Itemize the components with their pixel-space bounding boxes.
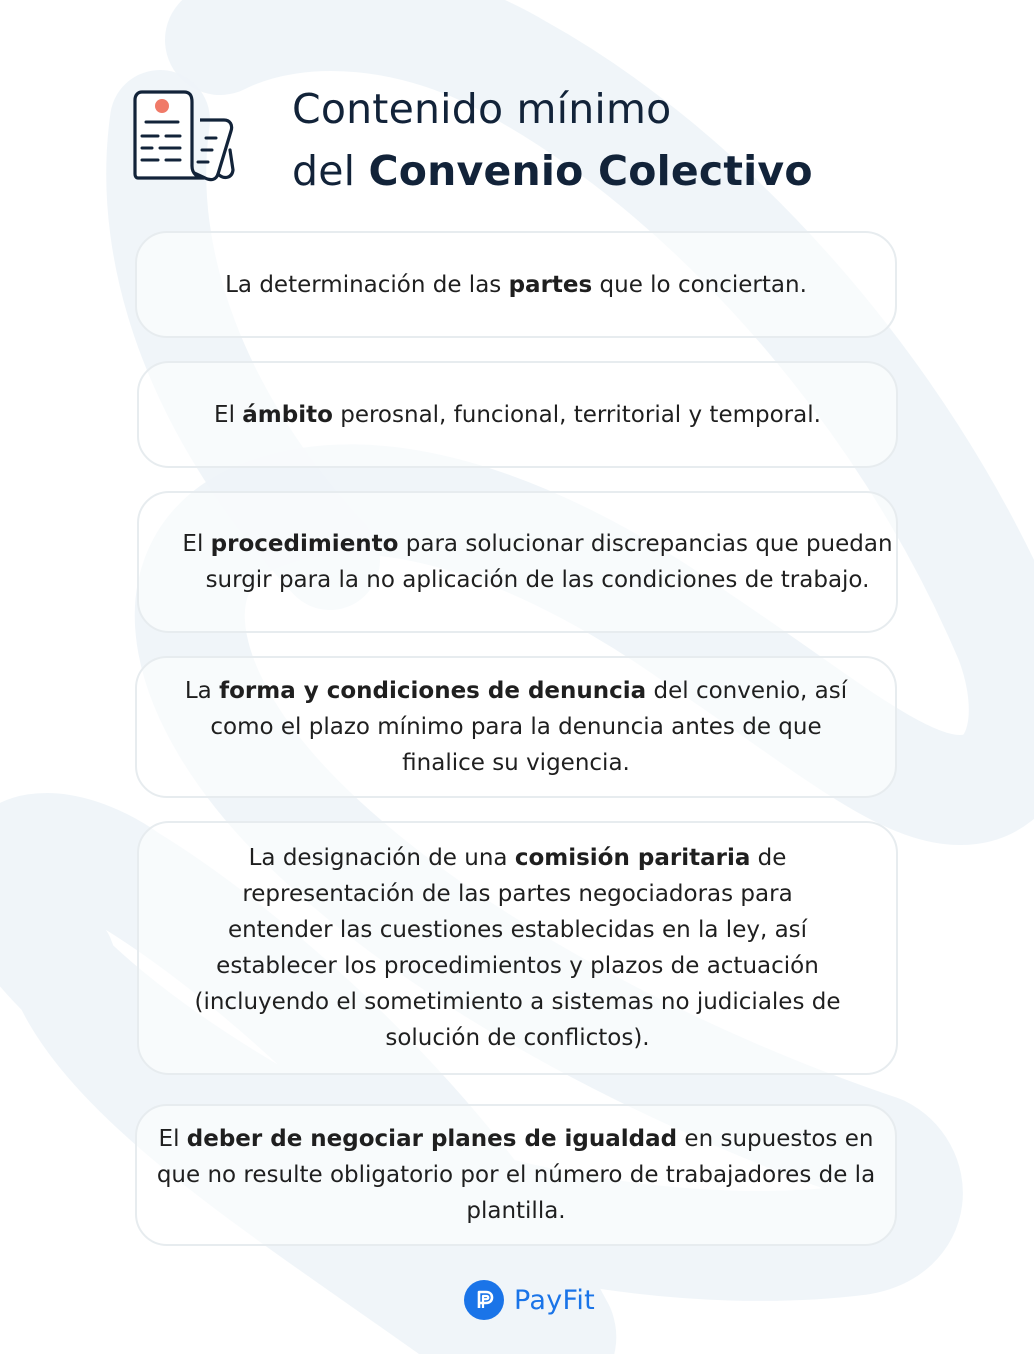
list-item	[137, 361, 898, 468]
list-item-text: El procedimiento para solucionar discrepancias que puedan surgir para la no aplicación de las condiciones de trabajo.	[182, 531, 893, 593]
list-item	[137, 491, 898, 633]
list-item-text: El deber de negociar planes de igualdad en supuestos en que no resulte obligatorio por el número de trabajadores de la plantilla.	[156, 1126, 876, 1224]
payfit-logo	[464, 1279, 595, 1321]
title-line-2-strong: Convenio Colectivo	[368, 147, 813, 195]
title-line-1: Contenido mínimo	[292, 85, 672, 133]
brand-name: PayFit	[514, 1284, 596, 1316]
title-line-2-prefix: del	[292, 147, 356, 195]
list-item	[137, 821, 898, 1075]
list-item-text: La designación de una comisión paritaria de representación de las partes negociadoras para entender las cuestiones establecidas en la ley, así establecer los procedimientos y plazos de actuación (incluyendo el sometimiento a sistemas no judiciales de solución de conflictos).	[194, 845, 841, 1051]
list-item	[135, 1104, 897, 1246]
list-item-text: La determinación de las partes que lo conciertan.	[225, 271, 807, 298]
list-item-text: La forma y condiciones de denuncia del convenio, así como el plazo mínimo para la denuncia antes de que finalice su vigencia.	[184, 678, 848, 776]
list-item	[135, 231, 897, 338]
payfit-logo-icon	[464, 1280, 504, 1320]
list-item-text: El ámbito perosnal, funcional, territorial y temporal.	[214, 401, 821, 428]
list-item	[135, 656, 897, 798]
